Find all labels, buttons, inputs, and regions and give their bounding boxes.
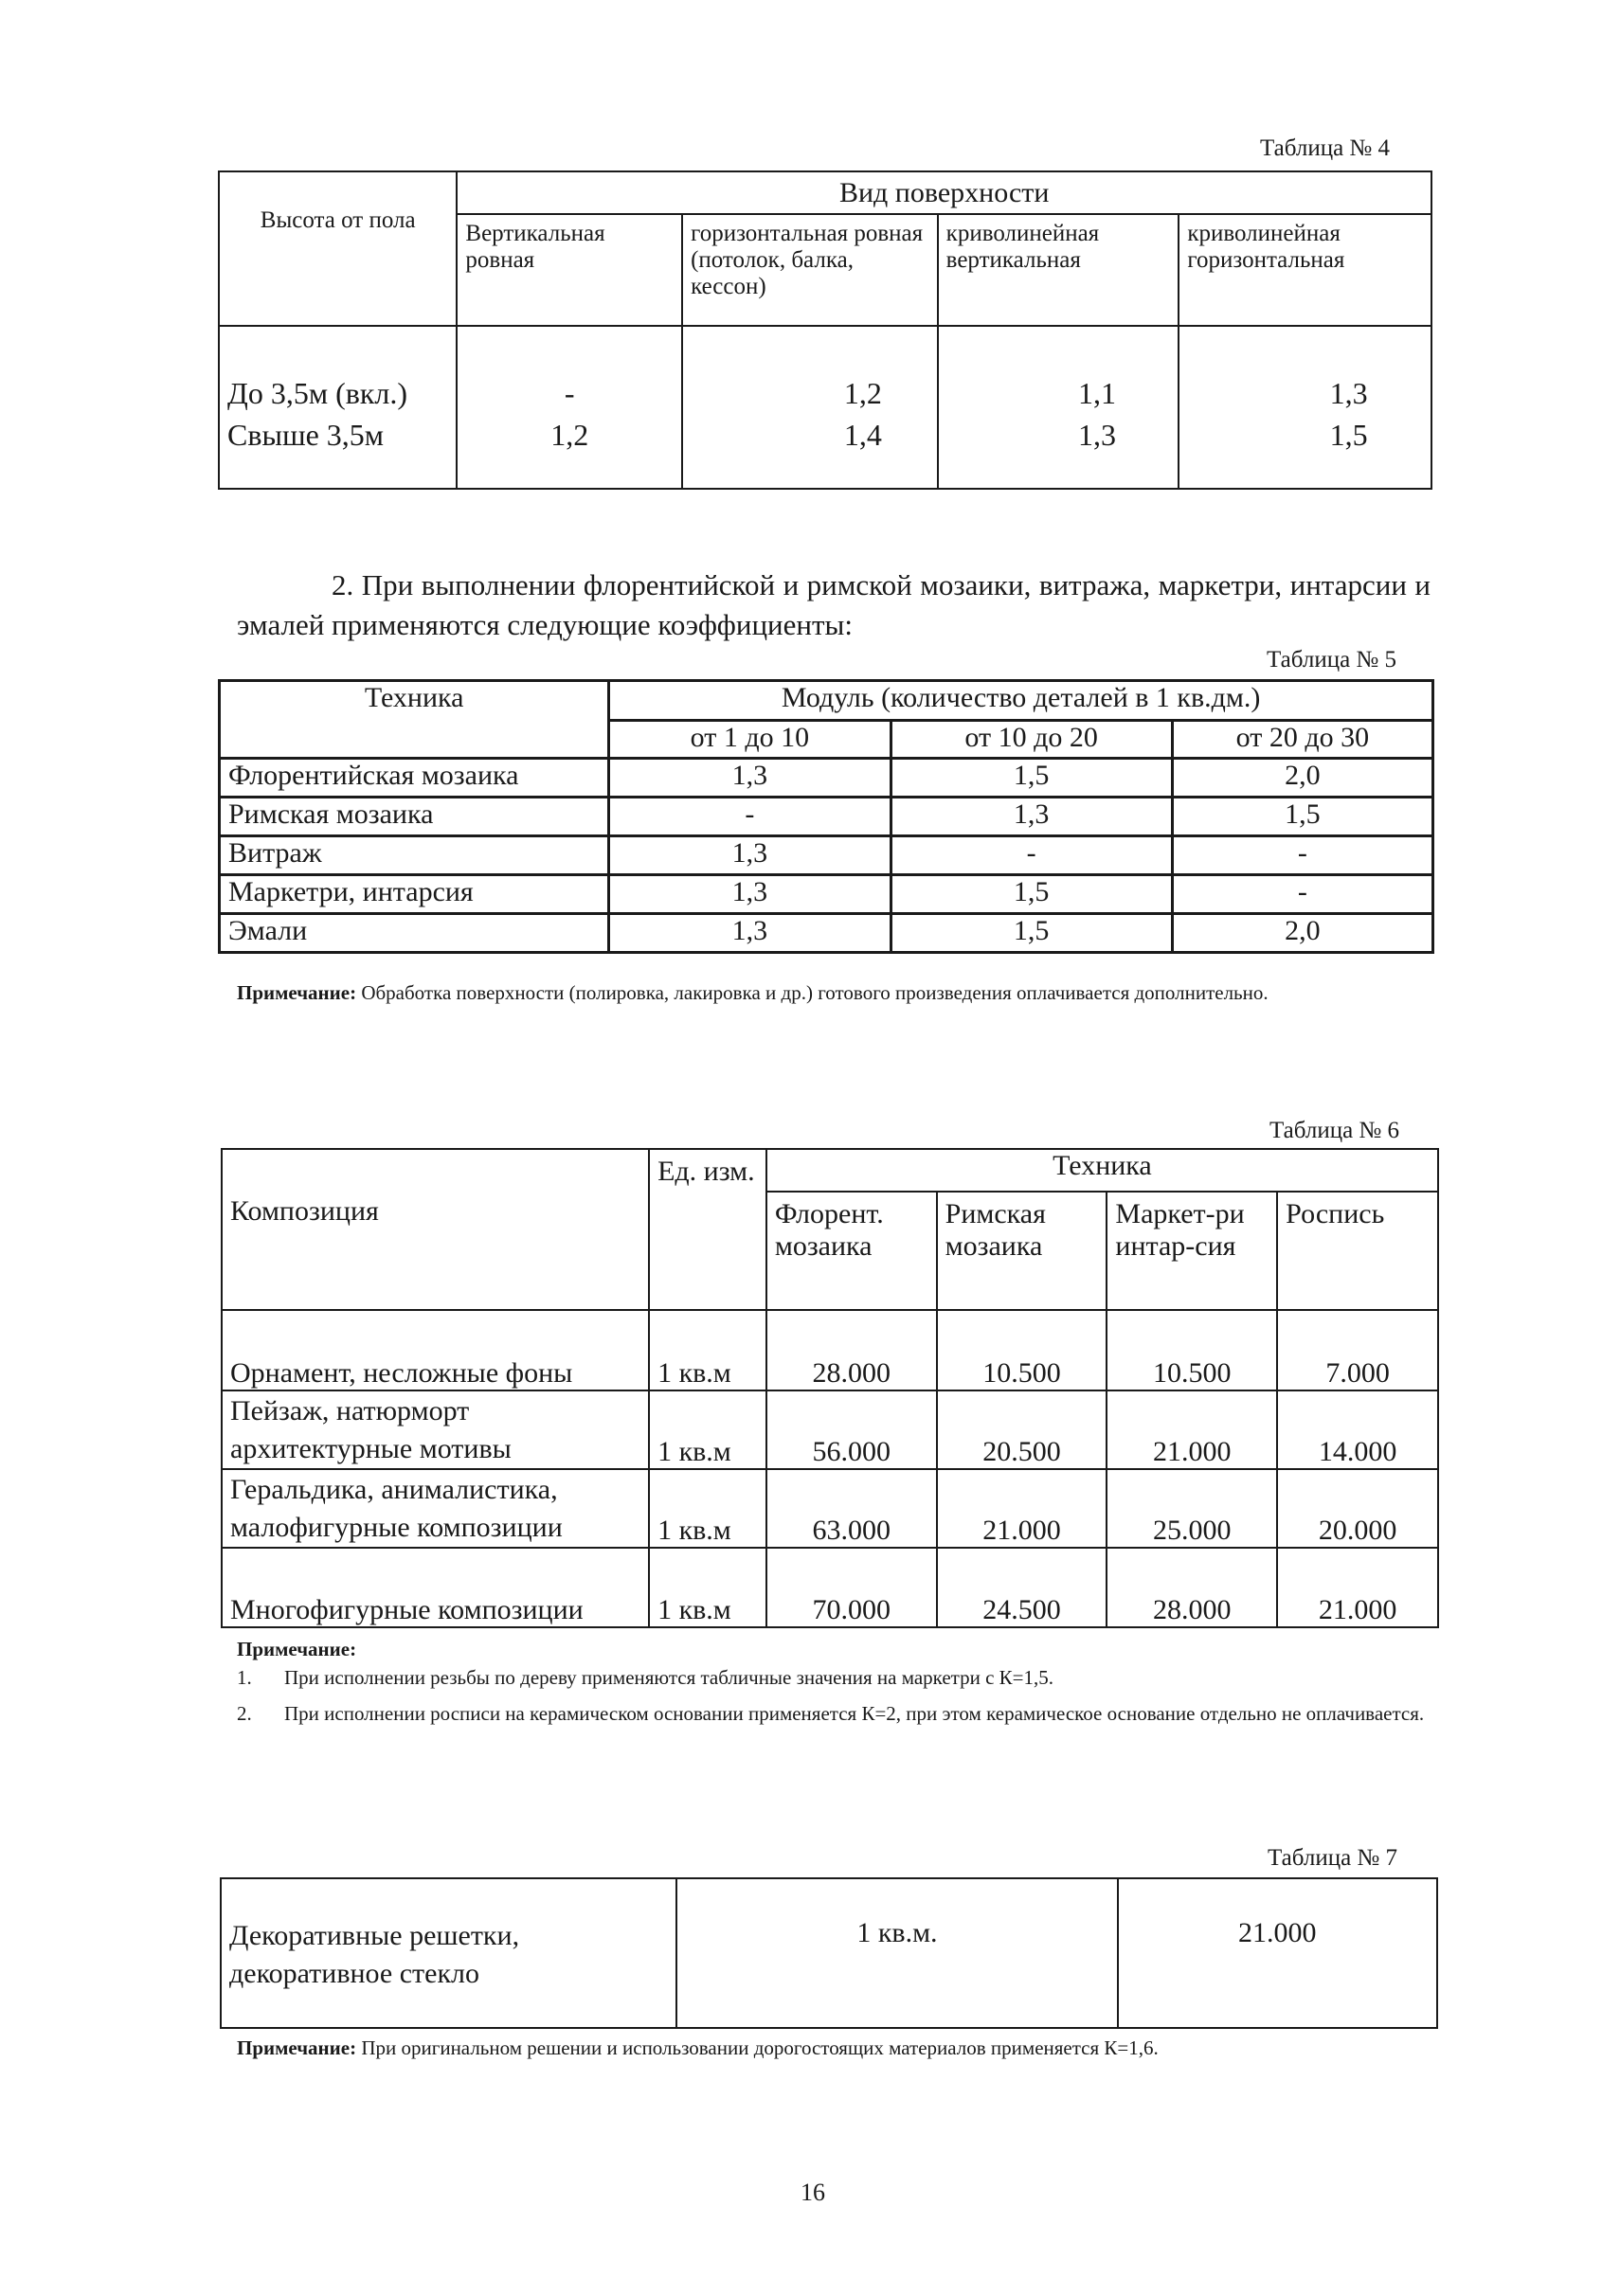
table4-group-header: Вид поверхности — [457, 171, 1431, 214]
table6-col-header: Римская мозаика — [937, 1192, 1107, 1310]
table6-col-header: Флорент. мозаика — [766, 1192, 937, 1310]
table4-col-header: Вертикальная ровная — [457, 214, 682, 326]
table5-row-label: Витраж — [220, 836, 609, 875]
table4 — [218, 170, 1432, 490]
table7-note — [237, 2035, 1432, 2061]
note-label: Примечание: — [237, 1638, 357, 1660]
note-item — [237, 1664, 1431, 1691]
page-number: 16 — [801, 2179, 825, 2206]
table4-cell — [457, 326, 682, 489]
table4-cell — [682, 326, 938, 489]
table6-value: 28.000 — [1107, 1548, 1277, 1627]
table6-value: 10.500 — [937, 1310, 1107, 1390]
table6-value: 21.000 — [1107, 1390, 1277, 1469]
table6 — [221, 1148, 1439, 1628]
table6-unit: 1 кв.м — [649, 1469, 766, 1548]
table6-header-unit: Ед. изм. — [649, 1149, 766, 1310]
table5-col-header: от 1 до 10 — [609, 721, 891, 759]
table6-col-header: Маркет-ри интар-сия — [1107, 1192, 1277, 1310]
table6-row-label: Многофигурные композиции — [222, 1548, 649, 1627]
table6-value: 20.000 — [1277, 1469, 1438, 1548]
table6-value: 70.000 — [766, 1548, 937, 1627]
table6-row-label: Геральдика, анималистика, малофигурные композиции — [222, 1469, 649, 1548]
table4-cell — [1179, 326, 1431, 489]
table5-value: 2,0 — [1172, 914, 1432, 953]
note-label: Примечание: — [237, 2036, 357, 2059]
table5-row-label: Эмали — [220, 914, 609, 953]
table6-group-header: Техника — [766, 1149, 1438, 1192]
table4-value: 1,5 — [1329, 418, 1368, 452]
table4-caption: Таблица № 4 — [1260, 135, 1391, 161]
table-row — [221, 1878, 1437, 2028]
table5-caption: Таблица № 5 — [1267, 647, 1397, 673]
paragraph-coefficients: 2. При выполнении флорентийской и римской мозаики, витража, маркетри, интарсии и эмалей применяются следующие коэффициенты: — [237, 568, 1431, 641]
table-row — [222, 1390, 1438, 1469]
table6-unit: 1 кв.м — [649, 1548, 766, 1627]
table-row — [220, 759, 1433, 798]
table6-value: 24.500 — [937, 1548, 1107, 1627]
table7-caption: Таблица № 7 — [1268, 1845, 1398, 1871]
table4-value: 1,2 — [843, 376, 882, 410]
table5-value: 1,5 — [891, 875, 1172, 914]
table-row — [220, 836, 1433, 875]
note-text: При исполнении резьбы по дереву применяются табличные значения на маркетри с К=1,5. — [284, 1666, 1054, 1689]
note-item — [237, 1700, 1431, 1727]
table5-col-header: от 20 до 30 — [1172, 721, 1432, 759]
table6-notes — [237, 1636, 1431, 1727]
note-text: При оригинальном решении и использовании дорогостоящих материалов применяется К=1,6. — [361, 2036, 1159, 2059]
table4-col-header: криволинейная горизонтальная — [1179, 214, 1431, 326]
table6-value: 10.500 — [1107, 1310, 1277, 1390]
table5-value: 1,3 — [609, 875, 891, 914]
table5-col-header: от 10 до 20 — [891, 721, 1172, 759]
table5-value: 1,5 — [891, 759, 1172, 798]
table4-row-label: До 3,5м (вкл.) — [227, 376, 408, 410]
table4-value: - — [564, 376, 575, 410]
table4-header-height: Высота от пола — [219, 171, 457, 326]
table6-row-label: Орнамент, несложные фоны — [222, 1310, 649, 1390]
table4-value: 1,1 — [1078, 376, 1116, 410]
table4-value: 1,3 — [1329, 376, 1368, 410]
note-text: Обработка поверхности (полировка, лакировка и др.) готового произведения оплачивается дополнительно. — [361, 981, 1269, 1004]
note-number: 2. — [237, 1702, 252, 1725]
table5-group-header: Модуль (количество деталей в 1 кв.дм.) — [609, 681, 1433, 721]
table4-value: 1,4 — [843, 418, 882, 452]
table4-row-labels — [219, 326, 457, 489]
table4-col-header: горизонтальная ровная (потолок, балка, кессон) — [682, 214, 938, 326]
note-text: При исполнении росписи на керамическом основании применяется К=2, при этом керамическое основание отдельно не оплачивается. — [284, 1702, 1425, 1725]
table4-row-label: Свыше 3,5м — [227, 418, 385, 452]
table6-value: 7.000 — [1277, 1310, 1438, 1390]
table4-col-header: криволинейная вертикальная — [938, 214, 1179, 326]
table6-value: 14.000 — [1277, 1390, 1438, 1469]
table5-value: 1,3 — [609, 914, 891, 953]
table7-item: Декоративные решетки, декоративное стекло — [221, 1878, 676, 2028]
table5-value: - — [891, 836, 1172, 875]
table-row — [220, 914, 1433, 953]
table5-value: 1,3 — [609, 836, 891, 875]
table5-value: 1,5 — [1172, 798, 1432, 836]
table-row — [220, 875, 1433, 914]
table6-value: 28.000 — [766, 1310, 937, 1390]
table6-header-composition: Композиция — [222, 1149, 649, 1310]
table6-col-header: Роспись — [1277, 1192, 1438, 1310]
table5-header-technique: Техника — [220, 681, 609, 759]
table5-value: 1,5 — [891, 914, 1172, 953]
table6-row-label: Пейзаж, натюрморт архитектурные мотивы — [222, 1390, 649, 1469]
table6-value: 63.000 — [766, 1469, 937, 1548]
table7-value: 21.000 — [1118, 1878, 1437, 2028]
table-row — [220, 798, 1433, 836]
table7 — [220, 1877, 1438, 2029]
table6-value: 56.000 — [766, 1390, 937, 1469]
table6-value: 20.500 — [937, 1390, 1107, 1469]
table6-value: 25.000 — [1107, 1469, 1277, 1548]
table-row — [222, 1310, 1438, 1390]
table5-value: 2,0 — [1172, 759, 1432, 798]
table5-row-label: Маркетри, интарсия — [220, 875, 609, 914]
table7-unit: 1 кв.м. — [676, 1878, 1117, 2028]
table5-value: - — [1172, 875, 1432, 914]
table6-caption: Таблица № 6 — [1269, 1118, 1400, 1143]
table4-value: 1,2 — [550, 418, 589, 452]
table6-value: 21.000 — [1277, 1548, 1438, 1627]
table5-note — [237, 979, 1431, 1006]
table5 — [218, 679, 1434, 954]
table5-value: 1,3 — [609, 759, 891, 798]
table5-row-label: Римская мозаика — [220, 798, 609, 836]
table5-value: - — [609, 798, 891, 836]
table6-unit: 1 кв.м — [649, 1390, 766, 1469]
table-row — [222, 1469, 1438, 1548]
table4-cell — [938, 326, 1179, 489]
table5-value: 1,3 — [891, 798, 1172, 836]
table6-unit: 1 кв.м — [649, 1310, 766, 1390]
table5-value: - — [1172, 836, 1432, 875]
table5-row-label: Флорентийская мозаика — [220, 759, 609, 798]
table-row — [222, 1548, 1438, 1627]
note-number: 1. — [237, 1666, 252, 1689]
table6-value: 21.000 — [937, 1469, 1107, 1548]
note-label: Примечание: — [237, 981, 357, 1004]
table4-value: 1,3 — [1078, 418, 1116, 452]
